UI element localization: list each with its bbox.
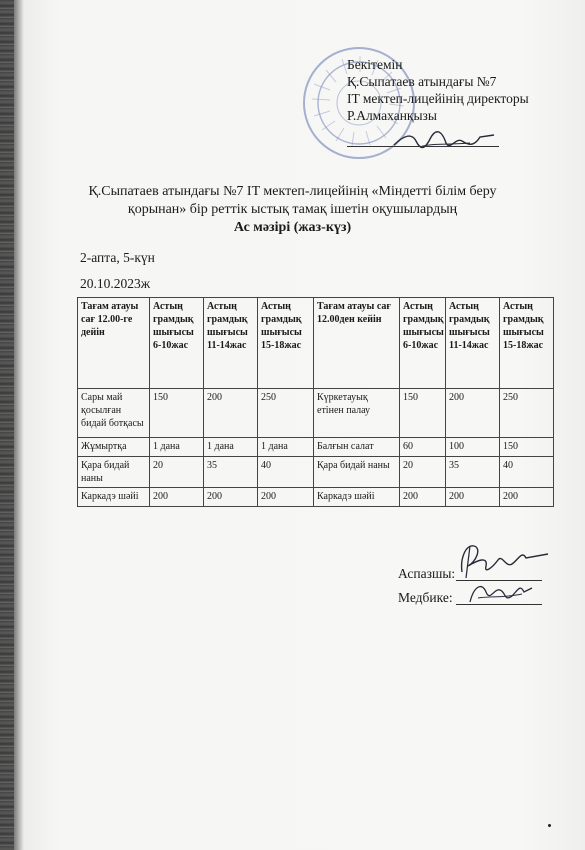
table-row (78, 438, 554, 457)
table-cell: 1 дана (204, 438, 258, 457)
table-cell: 40 (500, 457, 554, 488)
table-cell: 35 (446, 457, 500, 488)
table-cell: 60 (400, 438, 446, 457)
table-cell: 40 (258, 457, 314, 488)
document-title (60, 183, 525, 237)
table-cell: 200 (446, 389, 500, 438)
table-cell: Каркадэ шәйі (314, 488, 400, 507)
table-cell: Жұмыртқа (78, 438, 150, 457)
approval-position: IT мектеп-лицейінің директоры (347, 91, 529, 106)
title-menu-heading: Ас мәзірі (жаз-күз) (233, 220, 352, 235)
nurse-signature-line (456, 604, 542, 605)
table-cell: 150 (150, 389, 204, 438)
nurse-signature-label: Медбике: (398, 590, 453, 605)
table-cell: 100 (446, 438, 500, 457)
approval-school: Қ.Сыпатаев атындағы №7 (347, 74, 497, 89)
title-line-2: қорынан» бір реттік ыстық тамақ ішетін оқушылардың (127, 202, 458, 217)
director-signature (390, 125, 500, 157)
table-cell: Қара бидай наны (78, 457, 150, 488)
menu-table (77, 297, 554, 507)
cook-signature-line (456, 580, 542, 581)
approval-director-name: Р.Алмаханқызы (347, 108, 437, 123)
table-cell: 150 (400, 389, 446, 438)
table-cell: 35 (204, 457, 258, 488)
table-row (78, 457, 554, 488)
table-cell: 250 (258, 389, 314, 438)
table-cell: 1 дана (258, 438, 314, 457)
table-cell: 200 (204, 389, 258, 438)
page-edge-shadow (0, 0, 14, 850)
table-cell: 200 (500, 488, 554, 507)
title-line-1: Қ.Сыпатаев атындағы №7 IT мектеп-лицейінің «Міндетті білім беру (88, 184, 497, 199)
header-afternoon-15-18: Астың грамдық шығысы 15-18жас (500, 298, 554, 389)
table-cell: 1 дана (150, 438, 204, 457)
table-cell: Қара бидай наны (314, 457, 400, 488)
table-cell: Күркетауық етінен палау (314, 389, 400, 438)
table-cell: 20 (150, 457, 204, 488)
table-cell: 150 (500, 438, 554, 457)
table-cell: 200 (204, 488, 258, 507)
header-morning-11-14: Астың грамдық шығысы 11-14жас (204, 298, 258, 389)
table-cell: Каркадэ шәйі (78, 488, 150, 507)
table-cell: 200 (446, 488, 500, 507)
page-mark (548, 824, 551, 827)
table-cell: 20 (400, 457, 446, 488)
table-cell: 250 (500, 389, 554, 438)
week-day-label: 2-апта, 5-күн (80, 250, 155, 265)
cook-signature-label: Аспазшы: (398, 566, 456, 581)
menu-table-header-row (78, 298, 554, 389)
director-signature-line (347, 146, 499, 147)
header-morning-6-10: Астың грамдық шығысы 6-10жас (150, 298, 204, 389)
table-cell: Балғын салат (314, 438, 400, 457)
table-cell: 200 (400, 488, 446, 507)
header-afternoon-dish: Тағам атауы сағ 12.00ден кейін (314, 298, 400, 389)
table-cell: 200 (258, 488, 314, 507)
header-afternoon-11-14: Астың грамдық шығысы 11-14жас (446, 298, 500, 389)
menu-date: 20.10.2023ж (80, 276, 151, 291)
page-edge-gradient (14, 0, 24, 850)
table-cell: 200 (150, 488, 204, 507)
header-morning-dish: Тағам атауы сағ 12.00-ге дейін (78, 298, 150, 389)
approval-heading: Бекітемін (347, 57, 403, 72)
table-row (78, 488, 554, 507)
header-afternoon-6-10: Астың грамдық шығысы 6-10жас (400, 298, 446, 389)
table-row (78, 389, 554, 438)
table-cell: Сары май қосылған бидай ботқасы (78, 389, 150, 438)
header-morning-15-18: Астың грамдық шығысы 15-18жас (258, 298, 314, 389)
approval-block (347, 56, 547, 124)
